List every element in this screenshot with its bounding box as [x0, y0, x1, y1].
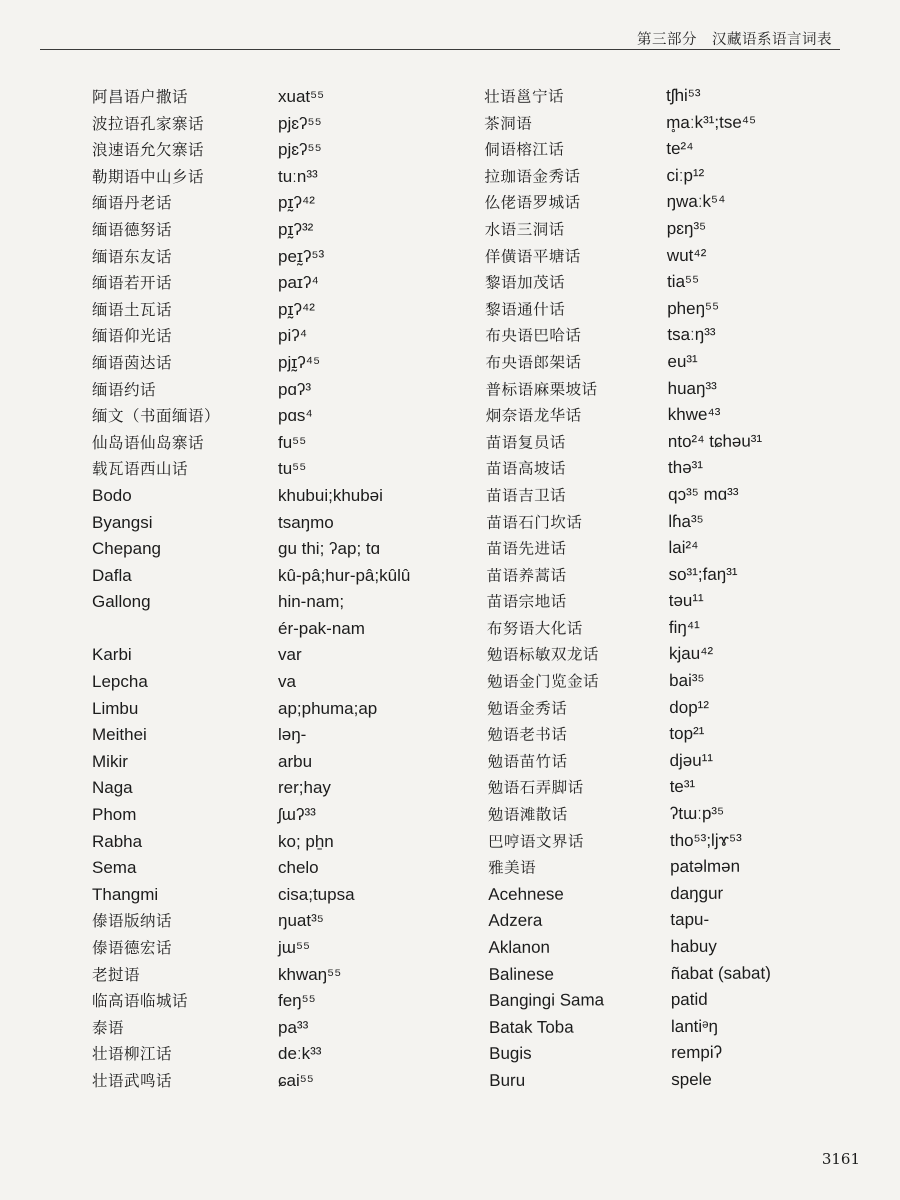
- word-form: so³¹;faŋ³¹: [668, 564, 738, 584]
- word-form: dop¹²: [669, 697, 710, 717]
- language-name: Byangsi: [92, 512, 153, 532]
- word-form: peɪ̰ʔ⁵³: [278, 246, 325, 266]
- word-form: patəlmən: [670, 856, 741, 877]
- word-form: lantiᵊŋ: [670, 1016, 718, 1036]
- word-form: pɪ̰ʔ³²: [278, 219, 314, 239]
- word-form: lai²⁴: [668, 537, 699, 558]
- language-name: 缅语土瓦话: [92, 300, 173, 319]
- word-form: tsaŋmo: [278, 512, 334, 532]
- word-form: paɪʔ⁴: [278, 273, 319, 293]
- language-name: 缅语若开话: [92, 274, 173, 293]
- language-name: 布央语巴哈话: [485, 326, 582, 346]
- word-form: tia⁵⁵: [666, 272, 700, 292]
- language-name: 苗语高坡话: [485, 459, 567, 479]
- language-name: 布努语大化话: [486, 619, 583, 638]
- word-form: chelo: [278, 858, 319, 878]
- language-name: Meithei: [92, 725, 147, 745]
- language-name: Adzera: [488, 911, 543, 931]
- language-name: 苗语吉卫话: [486, 486, 567, 505]
- word-form: huaŋ³³: [667, 378, 717, 398]
- language-name: 炯奈语龙华话: [485, 406, 582, 426]
- word-form: lɦa³⁵: [668, 511, 704, 531]
- language-name: Dafla: [92, 565, 132, 585]
- word-form: var: [278, 645, 302, 665]
- word-form: deːk³³: [278, 1044, 322, 1064]
- right-column: [484, 84, 771, 1095]
- language-name: 泰语: [92, 1018, 125, 1037]
- word-form: ɕai⁵⁵: [278, 1070, 314, 1090]
- language-name: 茶洞语: [484, 114, 533, 133]
- word-form: ləŋ-: [278, 725, 307, 745]
- language-name: Sema: [92, 858, 137, 878]
- language-name: 壮语柳江话: [92, 1045, 173, 1064]
- language-name: 巴哼语文界话: [487, 832, 585, 851]
- word-form: tsaːŋ³³: [667, 325, 716, 345]
- word-form: bai³⁵: [669, 670, 705, 691]
- word-form: arbu: [278, 751, 313, 771]
- language-name: 缅语德努话: [92, 220, 173, 239]
- word-form: kû-pâ;hur-pâ;kûlû: [278, 565, 411, 585]
- word-form: ko; pẖn: [278, 831, 334, 851]
- language-name: Mikir: [92, 751, 128, 771]
- word-form: eu³¹: [667, 351, 698, 371]
- language-name: 缅语丹老话: [92, 194, 173, 213]
- language-name: 缅语东友话: [92, 247, 173, 266]
- language-name: 雅美语: [488, 858, 537, 878]
- language-name: 勒期语中山乡话: [92, 167, 205, 186]
- word-form: khubui;khubəi: [278, 485, 383, 505]
- word-form: te³¹: [669, 777, 696, 797]
- word-form: pɪ̰ʔ⁴²: [278, 299, 315, 319]
- language-name: Balinese: [488, 964, 554, 984]
- language-name: 勉语金秀话: [487, 699, 568, 718]
- word-form: rer;hay: [278, 778, 331, 798]
- word-form: pɪ̰ʔ⁴²: [278, 193, 315, 213]
- word-form: rempiʔ: [671, 1043, 723, 1063]
- language-name: 勉语滩散话: [487, 805, 568, 825]
- word-form: ér-pak-nam: [278, 618, 365, 638]
- language-name: Phom: [92, 805, 137, 825]
- word-form: gu thi; ʔap; tɑ: [278, 539, 381, 559]
- language-name: 缅语约话: [92, 380, 157, 399]
- word-form: fiŋ⁴¹: [668, 617, 700, 637]
- language-name: 浪速语允欠寨话: [92, 141, 205, 160]
- language-name: Batak Toba: [488, 1017, 574, 1037]
- language-name: 壮语武鸣话: [92, 1071, 173, 1090]
- language-name: 波拉语孔家寨话: [92, 114, 205, 133]
- word-form: ʔtɯːp³⁵: [669, 803, 725, 824]
- language-name: 壮语邕宁话: [484, 87, 565, 106]
- word-form: tho⁵³;ljɤ⁵³: [669, 830, 742, 850]
- language-name: 勉语老书话: [487, 725, 568, 745]
- language-name: Thangmi: [92, 884, 159, 904]
- language-name: 缅文（书面缅语）: [92, 407, 221, 426]
- word-form: pɑʔ³: [278, 379, 312, 399]
- word-form: hin-nam;: [278, 592, 345, 612]
- word-form: pjɪ̰ʔ⁴⁵: [278, 352, 321, 372]
- language-name: 载瓦语西山话: [92, 460, 189, 479]
- word-form: pa³³: [278, 1017, 309, 1037]
- language-name: Aklanon: [488, 937, 551, 957]
- language-name: Naga: [92, 778, 133, 798]
- word-form: tʃhi⁵³: [666, 85, 701, 106]
- word-form: wut⁴²: [666, 245, 707, 265]
- word-form: kjau⁴²: [668, 644, 714, 664]
- language-name: 老挝语: [92, 965, 141, 984]
- word-form: ap;phuma;ap: [278, 698, 378, 718]
- language-name: 仙岛语仙岛寨话: [92, 433, 205, 452]
- language-name: 黎语通什话: [485, 300, 566, 319]
- word-form: va: [278, 672, 296, 692]
- word-form: khwaŋ⁵⁵: [278, 964, 342, 984]
- language-name: Bugis: [489, 1044, 532, 1064]
- word-form: təu¹¹: [668, 591, 704, 611]
- word-form: djəu¹¹: [669, 750, 714, 770]
- language-name: 临高语临城话: [92, 992, 189, 1011]
- word-form: tuːn³³: [278, 166, 318, 186]
- word-form: jɯ⁵⁵: [278, 938, 311, 957]
- language-name: 傣语德宏话: [92, 939, 173, 957]
- language-name: 傣语版纳话: [92, 912, 173, 931]
- word-form: spele: [671, 1069, 712, 1090]
- language-name: Acehnese: [488, 884, 564, 904]
- word-form: pɛŋ³⁵: [666, 218, 707, 239]
- language-name: 黎语加茂话: [484, 273, 566, 293]
- language-name: Bodo: [92, 485, 132, 505]
- language-name: Chepang: [92, 539, 162, 559]
- language-name: 勉语苗竹话: [487, 752, 568, 771]
- language-name: Gallong: [92, 592, 151, 612]
- language-name: 勉语标敏双龙话: [486, 645, 600, 665]
- language-name: Rabha: [92, 831, 143, 851]
- language-name: 苗语先进话: [486, 539, 567, 559]
- language-name: Lepcha: [92, 672, 148, 692]
- word-form: habuy: [670, 936, 717, 957]
- word-form: te²⁴: [666, 139, 694, 159]
- language-name: 布央语郎架话: [485, 353, 582, 372]
- word-form: ŋuat³⁵: [278, 911, 324, 931]
- word-form: tapu-: [670, 910, 710, 930]
- word-form: pjɛʔ⁵⁵: [278, 140, 322, 160]
- running-header: 第三部分 汉藏语系语言词表: [637, 32, 832, 48]
- language-name: Limbu: [92, 698, 139, 718]
- word-form: daŋgur: [670, 883, 724, 903]
- language-name: 阿昌语户撒话: [92, 88, 189, 106]
- language-name: 勉语金门览金话: [487, 672, 600, 692]
- language-name: 苗语宗地话: [486, 592, 567, 612]
- language-name: 侗语榕江话: [484, 140, 565, 160]
- word-form: pjɛʔ⁵⁵: [278, 113, 322, 133]
- word-form: tu⁵⁵: [278, 459, 307, 479]
- language-name: 仫佬语罗城话: [484, 193, 581, 213]
- header-rule: [40, 49, 840, 50]
- word-form: pɑs⁴: [278, 406, 313, 426]
- word-form: xuat⁵⁵: [278, 87, 325, 106]
- language-name: Buru: [489, 1070, 526, 1090]
- word-form: fu⁵⁵: [278, 432, 307, 452]
- word-form: khwe⁴³: [667, 404, 721, 425]
- word-form: m̥aːk³¹;tse⁴⁵: [666, 112, 757, 132]
- language-name: 苗语石门坎话: [486, 512, 583, 532]
- word-form: thə³¹: [667, 458, 704, 478]
- word-form: feŋ⁵⁵: [278, 991, 316, 1011]
- language-name: 苗语复员话: [485, 433, 566, 452]
- language-name: Bangingi Sama: [488, 990, 605, 1011]
- word-form: ciːp¹²: [666, 165, 705, 185]
- language-name: 缅语仰光话: [92, 327, 173, 346]
- word-form: ŋwaːk⁵⁴: [666, 192, 726, 212]
- language-name: 缅语茵达话: [92, 353, 173, 372]
- page-number: 3161: [821, 1150, 860, 1168]
- language-name: 苗语养蒿话: [486, 566, 567, 585]
- word-form: patid: [670, 990, 708, 1010]
- language-name: 佯僙语平塘话: [484, 247, 581, 266]
- word-form: pheŋ⁵⁵: [667, 298, 720, 318]
- word-form: piʔ⁴: [278, 326, 308, 346]
- language-name: 普标语麻栗坡话: [485, 379, 598, 399]
- word-form: top²¹: [669, 724, 705, 744]
- language-name: 水语三洞话: [484, 220, 565, 239]
- word-form: nto²⁴ tɕhəu³¹: [667, 431, 763, 451]
- language-name: 勉语石弄脚话: [487, 778, 584, 798]
- language-name: 拉珈语金秀话: [484, 167, 581, 186]
- language-name: Karbi: [92, 645, 132, 665]
- word-form: ʃɯʔ³³: [278, 805, 316, 825]
- word-form: ñabat (sabat): [670, 963, 771, 983]
- word-form: qɔ³⁵ mɑ³³: [668, 484, 739, 504]
- word-form: cisa;tupsa: [278, 884, 355, 904]
